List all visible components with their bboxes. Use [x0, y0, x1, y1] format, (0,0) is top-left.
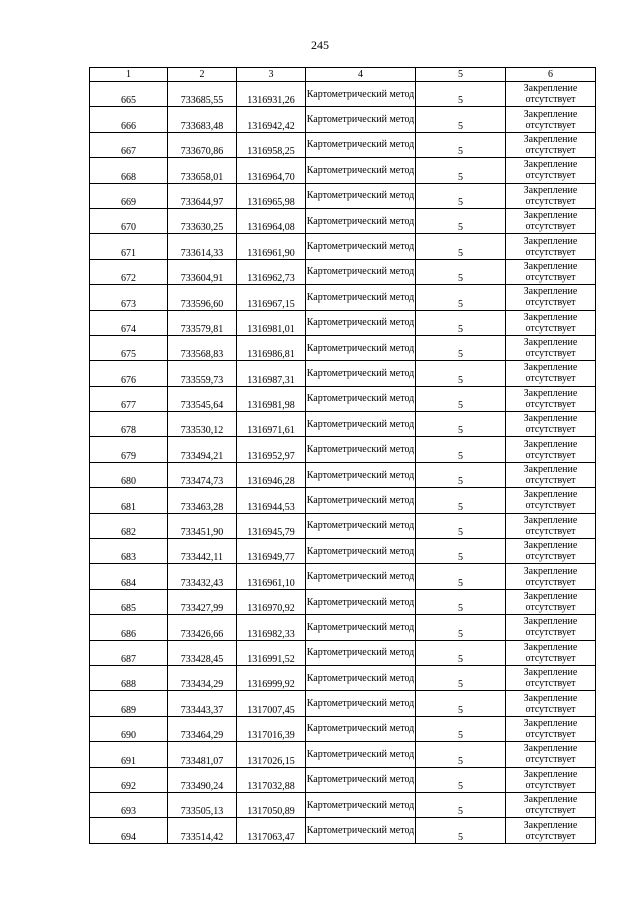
x-coordinate-cell: 733568,83: [168, 335, 237, 360]
fixing-cell: Закрепление отсутствует: [506, 208, 596, 233]
x-coordinate-cell: 733579,81: [168, 310, 237, 335]
method-cell: Картометрический метод: [306, 412, 416, 437]
table-row: [90, 310, 596, 335]
x-coordinate-cell: 733630,25: [168, 208, 237, 233]
y-coordinate-cell: 1316991,52: [237, 640, 306, 665]
column-header: 3: [237, 68, 306, 82]
table-row: [90, 792, 596, 817]
point-number-cell: 671: [90, 234, 168, 259]
y-coordinate-cell: 1316952,97: [237, 437, 306, 462]
y-coordinate-cell: 1317007,45: [237, 691, 306, 716]
point-number-cell: 690: [90, 716, 168, 741]
point-number-cell: 665: [90, 82, 168, 107]
x-coordinate-cell: 733432,43: [168, 564, 237, 589]
point-number-cell: 676: [90, 361, 168, 386]
table-row: [90, 386, 596, 411]
table-row: [90, 640, 596, 665]
table-row: [90, 767, 596, 792]
table-row: [90, 412, 596, 437]
table-row: [90, 234, 596, 259]
y-coordinate-cell: 1316986,81: [237, 335, 306, 360]
fixing-cell: Закрепление отсутствует: [506, 361, 596, 386]
method-cell: Картометрический метод: [306, 488, 416, 513]
method-cell: Картометрический метод: [306, 132, 416, 157]
point-number-cell: 692: [90, 767, 168, 792]
method-cell: Картометрический метод: [306, 615, 416, 640]
x-coordinate-cell: 733685,55: [168, 82, 237, 107]
y-coordinate-cell: 1316981,98: [237, 386, 306, 411]
method-cell: Картометрический метод: [306, 539, 416, 564]
y-coordinate-cell: 1316970,92: [237, 589, 306, 614]
table-row: [90, 437, 596, 462]
accuracy-cell: 5: [416, 462, 506, 487]
fixing-cell: Закрепление отсутствует: [506, 412, 596, 437]
fixing-cell: Закрепление отсутствует: [506, 285, 596, 310]
method-cell: Картометрический метод: [306, 767, 416, 792]
accuracy-cell: 5: [416, 208, 506, 233]
accuracy-cell: 5: [416, 716, 506, 741]
y-coordinate-cell: 1317026,15: [237, 742, 306, 767]
table-row: [90, 665, 596, 690]
y-coordinate-cell: 1316964,70: [237, 158, 306, 183]
y-coordinate-cell: 1316981,01: [237, 310, 306, 335]
fixing-cell: Закрепление отсутствует: [506, 386, 596, 411]
method-cell: Картометрический метод: [306, 234, 416, 259]
method-cell: Картометрический метод: [306, 386, 416, 411]
point-number-cell: 694: [90, 818, 168, 843]
point-number-cell: 687: [90, 640, 168, 665]
point-number-cell: 679: [90, 437, 168, 462]
x-coordinate-cell: 733464,29: [168, 716, 237, 741]
table-body: [90, 82, 596, 844]
y-coordinate-cell: 1316964,08: [237, 208, 306, 233]
point-number-cell: 674: [90, 310, 168, 335]
x-coordinate-cell: 733474,73: [168, 462, 237, 487]
table-row: [90, 208, 596, 233]
x-coordinate-cell: 733443,37: [168, 691, 237, 716]
fixing-cell: Закрепление отсутствует: [506, 539, 596, 564]
fixing-cell: Закрепление отсутствует: [506, 716, 596, 741]
accuracy-cell: 5: [416, 82, 506, 107]
accuracy-cell: 5: [416, 310, 506, 335]
point-number-cell: 693: [90, 792, 168, 817]
table-row: [90, 691, 596, 716]
accuracy-cell: 5: [416, 615, 506, 640]
point-number-cell: 681: [90, 488, 168, 513]
accuracy-cell: 5: [416, 132, 506, 157]
point-number-cell: 688: [90, 665, 168, 690]
method-cell: Картометрический метод: [306, 259, 416, 284]
method-cell: Картометрический метод: [306, 462, 416, 487]
table-row: [90, 361, 596, 386]
column-header: 6: [506, 68, 596, 82]
fixing-cell: Закрепление отсутствует: [506, 82, 596, 107]
table-row: [90, 716, 596, 741]
y-coordinate-cell: 1316965,98: [237, 183, 306, 208]
table-row: [90, 488, 596, 513]
y-coordinate-cell: 1316931,26: [237, 82, 306, 107]
fixing-cell: Закрепление отсутствует: [506, 640, 596, 665]
y-coordinate-cell: 1317032,88: [237, 767, 306, 792]
accuracy-cell: 5: [416, 767, 506, 792]
point-number-cell: 686: [90, 615, 168, 640]
fixing-cell: Закрепление отсутствует: [506, 132, 596, 157]
point-number-cell: 677: [90, 386, 168, 411]
x-coordinate-cell: 733434,29: [168, 665, 237, 690]
fixing-cell: Закрепление отсутствует: [506, 615, 596, 640]
x-coordinate-cell: 733428,45: [168, 640, 237, 665]
fixing-cell: Закрепление отсутствует: [506, 234, 596, 259]
method-cell: Картометрический метод: [306, 640, 416, 665]
table-row: [90, 82, 596, 107]
table-row: [90, 462, 596, 487]
x-coordinate-cell: 733644,97: [168, 183, 237, 208]
table-row: [90, 259, 596, 284]
column-header: 1: [90, 68, 168, 82]
y-coordinate-cell: 1316971,61: [237, 412, 306, 437]
point-number-cell: 680: [90, 462, 168, 487]
x-coordinate-cell: 733481,07: [168, 742, 237, 767]
point-number-cell: 666: [90, 107, 168, 132]
point-number-cell: 673: [90, 285, 168, 310]
fixing-cell: Закрепление отсутствует: [506, 183, 596, 208]
table-row: [90, 742, 596, 767]
accuracy-cell: 5: [416, 234, 506, 259]
point-number-cell: 685: [90, 589, 168, 614]
y-coordinate-cell: 1317050,89: [237, 792, 306, 817]
point-number-cell: 667: [90, 132, 168, 157]
method-cell: Картометрический метод: [306, 158, 416, 183]
y-coordinate-cell: 1316967,15: [237, 285, 306, 310]
method-cell: Картометрический метод: [306, 437, 416, 462]
fixing-cell: Закрепление отсутствует: [506, 259, 596, 284]
fixing-cell: Закрепление отсутствует: [506, 335, 596, 360]
method-cell: Картометрический метод: [306, 82, 416, 107]
x-coordinate-cell: 733514,42: [168, 818, 237, 843]
x-coordinate-cell: 733530,12: [168, 412, 237, 437]
table-row: [90, 589, 596, 614]
method-cell: Картометрический метод: [306, 818, 416, 843]
point-number-cell: 675: [90, 335, 168, 360]
fixing-cell: Закрепление отсутствует: [506, 158, 596, 183]
table-row: [90, 818, 596, 843]
y-coordinate-cell: 1316946,28: [237, 462, 306, 487]
fixing-cell: Закрепление отсутствует: [506, 691, 596, 716]
point-number-cell: 683: [90, 539, 168, 564]
fixing-cell: Закрепление отсутствует: [506, 564, 596, 589]
x-coordinate-cell: 733494,21: [168, 437, 237, 462]
y-coordinate-cell: 1316949,77: [237, 539, 306, 564]
column-header: 2: [168, 68, 237, 82]
x-coordinate-cell: 733683,48: [168, 107, 237, 132]
accuracy-cell: 5: [416, 158, 506, 183]
fixing-cell: Закрепление отсутствует: [506, 488, 596, 513]
accuracy-cell: 5: [416, 386, 506, 411]
accuracy-cell: 5: [416, 589, 506, 614]
table-row: [90, 285, 596, 310]
method-cell: Картометрический метод: [306, 361, 416, 386]
y-coordinate-cell: 1316945,79: [237, 513, 306, 538]
method-cell: Картометрический метод: [306, 792, 416, 817]
method-cell: Картометрический метод: [306, 208, 416, 233]
table-header-row: [90, 68, 596, 82]
fixing-cell: Закрепление отсутствует: [506, 589, 596, 614]
point-number-cell: 672: [90, 259, 168, 284]
method-cell: Картометрический метод: [306, 716, 416, 741]
accuracy-cell: 5: [416, 488, 506, 513]
method-cell: Картометрический метод: [306, 183, 416, 208]
method-cell: Картометрический метод: [306, 691, 416, 716]
method-cell: Картометрический метод: [306, 742, 416, 767]
fixing-cell: Закрепление отсутствует: [506, 767, 596, 792]
table-row: [90, 132, 596, 157]
coordinates-table: [89, 67, 596, 844]
y-coordinate-cell: 1316961,10: [237, 564, 306, 589]
x-coordinate-cell: 733463,28: [168, 488, 237, 513]
table-row: [90, 513, 596, 538]
method-cell: Картометрический метод: [306, 564, 416, 589]
y-coordinate-cell: 1316999,92: [237, 665, 306, 690]
accuracy-cell: 5: [416, 183, 506, 208]
fixing-cell: Закрепление отсутствует: [506, 792, 596, 817]
x-coordinate-cell: 733442,11: [168, 539, 237, 564]
x-coordinate-cell: 733426,66: [168, 615, 237, 640]
y-coordinate-cell: 1317063,47: [237, 818, 306, 843]
column-header: 4: [306, 68, 416, 82]
x-coordinate-cell: 733614,33: [168, 234, 237, 259]
method-cell: Картометрический метод: [306, 285, 416, 310]
accuracy-cell: 5: [416, 818, 506, 843]
y-coordinate-cell: 1316961,90: [237, 234, 306, 259]
accuracy-cell: 5: [416, 792, 506, 817]
table-row: [90, 539, 596, 564]
y-coordinate-cell: 1316942,42: [237, 107, 306, 132]
fixing-cell: Закрепление отсутствует: [506, 462, 596, 487]
table-row: [90, 183, 596, 208]
method-cell: Картометрический метод: [306, 589, 416, 614]
point-number-cell: 691: [90, 742, 168, 767]
x-coordinate-cell: 733545,64: [168, 386, 237, 411]
fixing-cell: Закрепление отсутствует: [506, 310, 596, 335]
accuracy-cell: 5: [416, 742, 506, 767]
accuracy-cell: 5: [416, 107, 506, 132]
point-number-cell: 670: [90, 208, 168, 233]
x-coordinate-cell: 733596,60: [168, 285, 237, 310]
x-coordinate-cell: 733451,90: [168, 513, 237, 538]
point-number-cell: 682: [90, 513, 168, 538]
y-coordinate-cell: 1316987,31: [237, 361, 306, 386]
table-row: [90, 158, 596, 183]
method-cell: Картометрический метод: [306, 335, 416, 360]
x-coordinate-cell: 733427,99: [168, 589, 237, 614]
x-coordinate-cell: 733505,13: [168, 792, 237, 817]
y-coordinate-cell: 1316944,53: [237, 488, 306, 513]
point-number-cell: 678: [90, 412, 168, 437]
accuracy-cell: 5: [416, 691, 506, 716]
point-number-cell: 689: [90, 691, 168, 716]
fixing-cell: Закрепление отсутствует: [506, 437, 596, 462]
x-coordinate-cell: 733658,01: [168, 158, 237, 183]
table-row: [90, 335, 596, 360]
y-coordinate-cell: 1316962,73: [237, 259, 306, 284]
x-coordinate-cell: 733559,73: [168, 361, 237, 386]
fixing-cell: Закрепление отсутствует: [506, 107, 596, 132]
y-coordinate-cell: 1316958,25: [237, 132, 306, 157]
point-number-cell: 668: [90, 158, 168, 183]
accuracy-cell: 5: [416, 640, 506, 665]
x-coordinate-cell: 733604,91: [168, 259, 237, 284]
accuracy-cell: 5: [416, 285, 506, 310]
table-row: [90, 107, 596, 132]
x-coordinate-cell: 733670,86: [168, 132, 237, 157]
accuracy-cell: 5: [416, 539, 506, 564]
accuracy-cell: 5: [416, 513, 506, 538]
accuracy-cell: 5: [416, 412, 506, 437]
method-cell: Картометрический метод: [306, 107, 416, 132]
table-row: [90, 615, 596, 640]
page-number: 245: [311, 38, 329, 52]
y-coordinate-cell: 1317016,39: [237, 716, 306, 741]
y-coordinate-cell: 1316982,33: [237, 615, 306, 640]
method-cell: Картометрический метод: [306, 310, 416, 335]
method-cell: Картометрический метод: [306, 665, 416, 690]
accuracy-cell: 5: [416, 335, 506, 360]
fixing-cell: Закрепление отсутствует: [506, 742, 596, 767]
x-coordinate-cell: 733490,24: [168, 767, 237, 792]
fixing-cell: Закрепление отсутствует: [506, 665, 596, 690]
accuracy-cell: 5: [416, 665, 506, 690]
point-number-cell: 684: [90, 564, 168, 589]
fixing-cell: Закрепление отсутствует: [506, 818, 596, 843]
column-header: 5: [416, 68, 506, 82]
point-number-cell: 669: [90, 183, 168, 208]
accuracy-cell: 5: [416, 437, 506, 462]
accuracy-cell: 5: [416, 361, 506, 386]
accuracy-cell: 5: [416, 259, 506, 284]
fixing-cell: Закрепление отсутствует: [506, 513, 596, 538]
table-row: [90, 564, 596, 589]
accuracy-cell: 5: [416, 564, 506, 589]
method-cell: Картометрический метод: [306, 513, 416, 538]
